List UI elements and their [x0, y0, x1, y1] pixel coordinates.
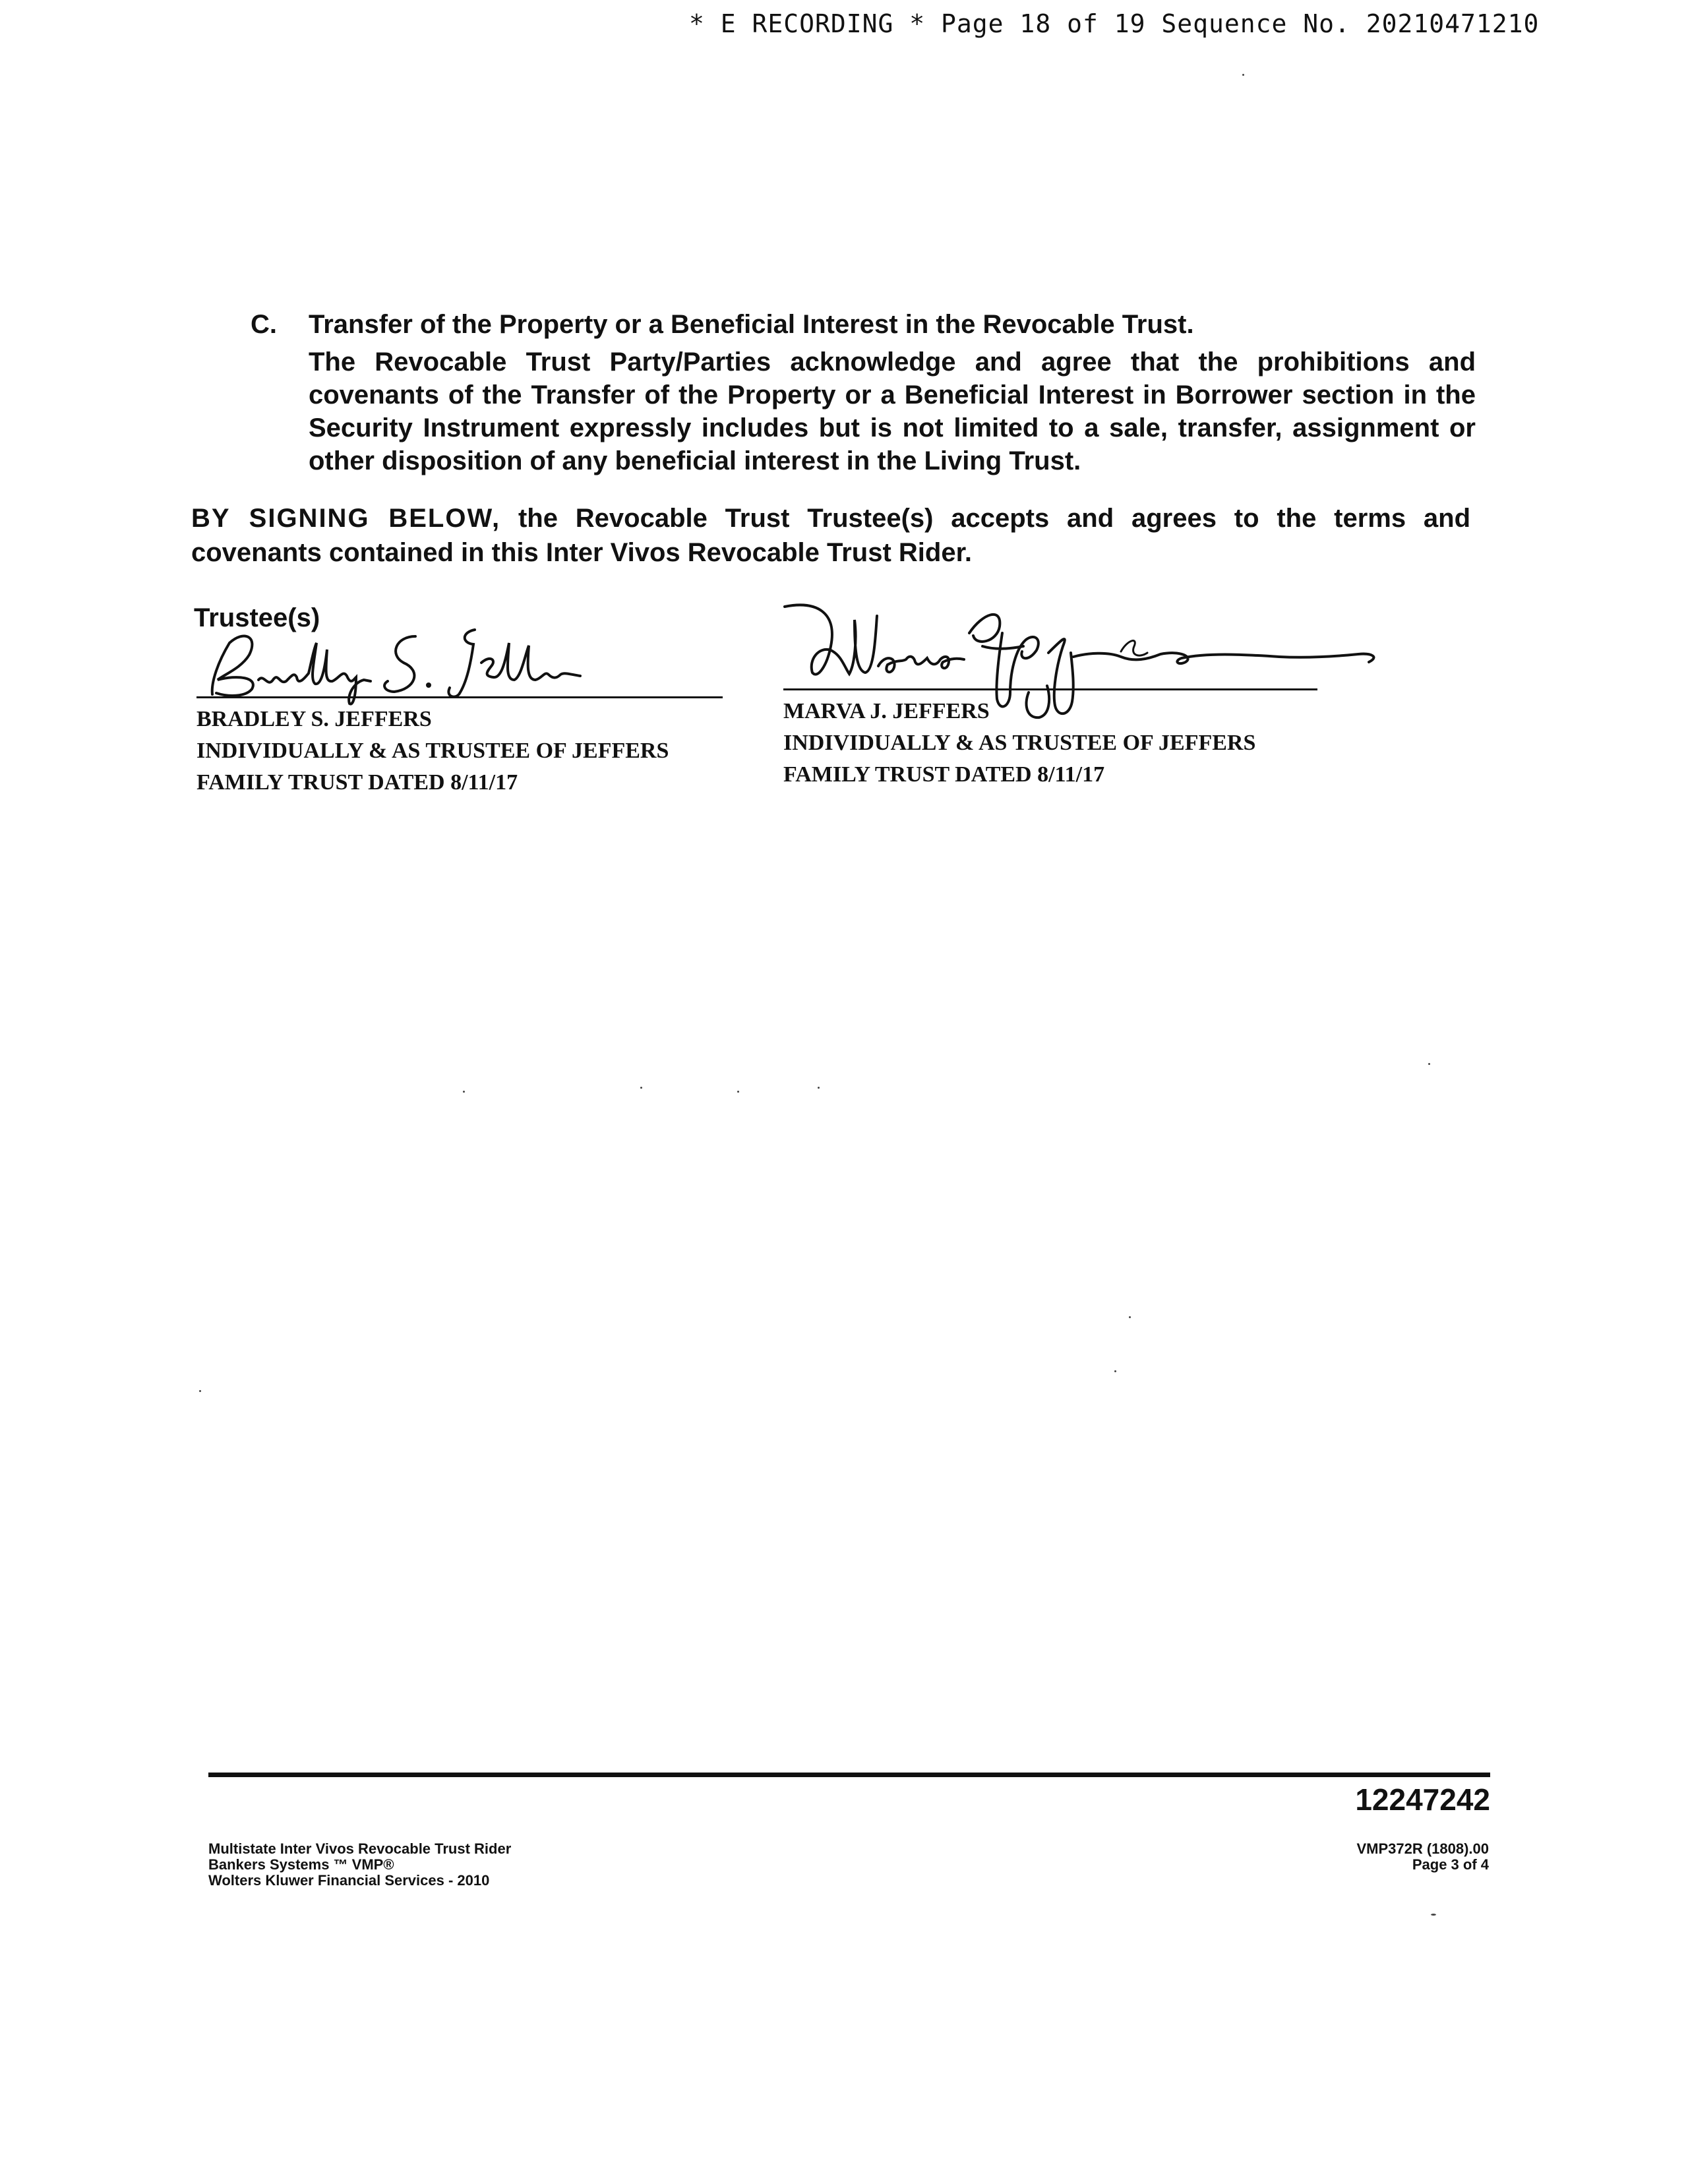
footer-publisher: Bankers Systems ™ VMP®: [208, 1856, 394, 1873]
trustees-label: Trustee(s): [194, 603, 320, 632]
signer-trust-bradley: FAMILY TRUST DATED 8/11/17: [196, 770, 518, 795]
signing-text: the Revocable Trust Trustee(s) accepts and agrees to the terms and covenants contained in this Inter Vivos Revocable Trust Rider.: [191, 504, 1471, 567]
scan-speck: [818, 1087, 820, 1089]
scan-speck: [463, 1091, 465, 1093]
scan-speck: [1428, 1063, 1430, 1065]
footer-rule: [208, 1773, 1490, 1777]
signing-paragraph: [191, 501, 1470, 570]
scan-speck: [640, 1087, 642, 1089]
scan-speck: [199, 1390, 201, 1392]
scan-speck: [1242, 74, 1244, 76]
section-letter: C.: [251, 310, 277, 339]
signer-capacity-bradley: INDIVIDUALLY & AS TRUSTEE OF JEFFERS: [196, 739, 669, 763]
footer-form-code: VMP372R (1808).00: [1356, 1840, 1489, 1857]
footer-form-info: [208, 1841, 511, 1889]
footer-form-title: Multistate Inter Vivos Revocable Trust Rider: [208, 1840, 512, 1857]
recording-header: * E RECORDING * Page 18 of 19 Sequence No. 20210471210: [689, 9, 1540, 38]
loan-number: 12247242: [1355, 1782, 1490, 1817]
signature-line-marva: [783, 688, 1317, 690]
signing-lead: BY SIGNING BELOW,: [191, 504, 501, 533]
signature-bradley: [198, 617, 593, 709]
scan-speck: [1114, 1370, 1116, 1372]
section-body: The Revocable Trust Party/Parties acknowledge and agree that the prohibitions and covenants of the Transfer of the Property or a Beneficial Interest in Borrower section in the Security Instrument expressly includes but is not limited to a sale, transfer, assignment or other disposition of any beneficial interest in the Living Trust.: [309, 348, 1476, 475]
scan-speck: [1129, 1316, 1131, 1318]
footer-form-code-block: [1356, 1841, 1489, 1873]
scan-speck: [737, 1091, 739, 1093]
signature-line-bradley: [196, 696, 723, 698]
signer-trust-marva: FAMILY TRUST DATED 8/11/17: [783, 762, 1105, 787]
footer-page-number: Page 3 of 4: [1412, 1856, 1489, 1873]
footer-copyright: Wolters Kluwer Financial Services - 2010: [208, 1872, 490, 1889]
signer-name-bradley: BRADLEY S. JEFFERS: [196, 707, 432, 731]
signer-name-marva: MARVA J. JEFFERS: [783, 699, 990, 723]
scan-speck: [1431, 1914, 1436, 1916]
signer-capacity-marva: INDIVIDUALLY & AS TRUSTEE OF JEFFERS: [783, 731, 1256, 755]
section-heading: Transfer of the Property or a Beneficial Interest in the Revocable Trust.: [309, 310, 1194, 339]
